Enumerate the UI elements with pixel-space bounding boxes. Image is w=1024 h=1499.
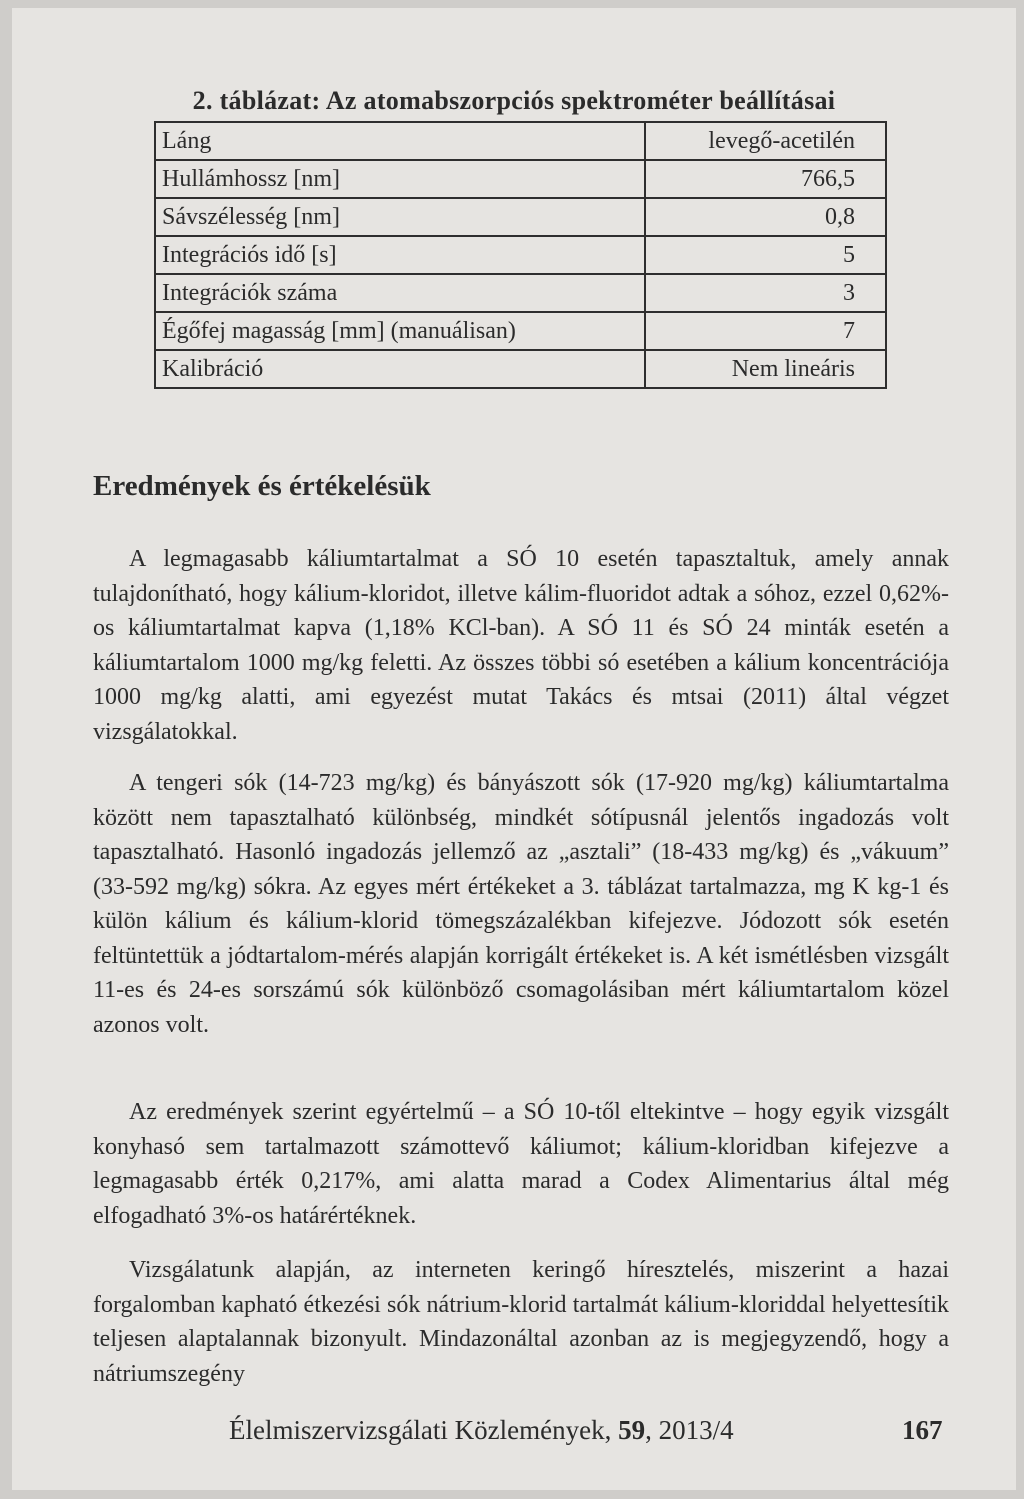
row-value: 766,5 bbox=[645, 160, 886, 198]
body-paragraph: A tengeri sók (14-723 mg/kg) és bányászott sók (17-920 mg/kg) káliumtartalma között nem tapasztalható különbség, mindkét sótípusnál jelentős ingadozás volt tapasztalható. Hasonló ingadozás jellemző az „asztali” (18-433 mg/kg) és „vákuum” (33-592 mg/kg) sókra. Az egyes mért értékeket a 3. táblázat tartalmazza, mg K kg-1 és külön kálium és kálium-klorid tömegszázalékban kifejezve. Jódozott sók esetén feltüntettük a jódtartalom-mérés alapján korrigált értékeket is. A két ismétlésben vizsgált 11-es és 24-es sorszámú sók különböző csomagolásiban mért káliumtartalom közel azonos volt. bbox=[93, 770, 949, 1038]
journal-issue: , 2013/4 bbox=[645, 1415, 734, 1445]
row-value: 0,8 bbox=[645, 198, 886, 236]
body-paragraph: Vizsgálatunk alapján, az interneten keringő híresztelés, miszerint a hazai forgalomban kapható étkezési sók nátrium-klorid tartalmát kálium-kloriddal helyettesítik teljesen alaptalannak bizonyult. Mindazonáltal azonban az is megjegyzendő, hogy a nátriumszegény bbox=[93, 1257, 949, 1387]
journal-volume: 59 bbox=[618, 1415, 646, 1445]
journal-name: Élelmiszervizsgálati Közlemények, bbox=[229, 1415, 619, 1445]
table-row bbox=[155, 312, 886, 350]
row-value: 5 bbox=[645, 236, 886, 274]
row-value: levegő-acetilén bbox=[645, 122, 886, 160]
table-row bbox=[155, 274, 886, 312]
row-label: Sávszélesség [nm] bbox=[155, 198, 645, 236]
page-number: 167 bbox=[902, 1415, 943, 1445]
table-row bbox=[155, 122, 886, 160]
row-label: Integrációk száma bbox=[155, 274, 645, 312]
table-row bbox=[155, 160, 886, 198]
journal-footer bbox=[229, 1415, 734, 1446]
body-paragraph: Az eredmények szerint egyértelmű – a SÓ 10-től eltekintve – hogy egyik vizsgált konyhasó sem tartalmazott számottevő káliumot; kálium-kloridban kifejezve a legmagasabb érték 0,217%, ami alatta marad a Codex Alimentarius által még elfogadható 3%-os határértéknek. bbox=[93, 1099, 949, 1229]
row-label: Kalibráció bbox=[155, 350, 645, 388]
table-row bbox=[155, 198, 886, 236]
table-row bbox=[155, 350, 886, 388]
body-paragraph: A legmagasabb káliumtartalmat a SÓ 10 esetén tapasztaltuk, amely annak tulajdonítható, hogy kálium-kloridot, illetve kálim-fluoridot adtak a sóhoz, ezzel 0,62%-os káliumtartalmat kapva (1,18% KCl-ban). A SÓ 11 és SÓ 24 minták esetén a káliumtartalom 1000 mg/kg feletti. Az összes többi só esetében a kálium koncentrációja 1000 mg/kg alatti, ami egyezést mutat Takács és mtsai (2011) által végzet vizsgálatokkal. bbox=[93, 546, 949, 745]
row-label: Integrációs idő [s] bbox=[155, 236, 645, 274]
row-label: Égőfej magasság [mm] (manuálisan) bbox=[155, 312, 645, 350]
row-value: Nem lineáris bbox=[645, 350, 886, 388]
row-label: Hullámhossz [nm] bbox=[155, 160, 645, 198]
document-page bbox=[12, 8, 1016, 1490]
settings-table bbox=[154, 121, 887, 389]
table-row bbox=[155, 236, 886, 274]
row-value: 3 bbox=[645, 274, 886, 312]
section-heading: Eredmények és értékelésük bbox=[93, 470, 431, 502]
table-caption: 2. táblázat: Az atomabszorpciós spektrométer beállításai bbox=[192, 86, 836, 115]
row-value: 7 bbox=[645, 312, 886, 350]
row-label: Láng bbox=[155, 122, 645, 160]
